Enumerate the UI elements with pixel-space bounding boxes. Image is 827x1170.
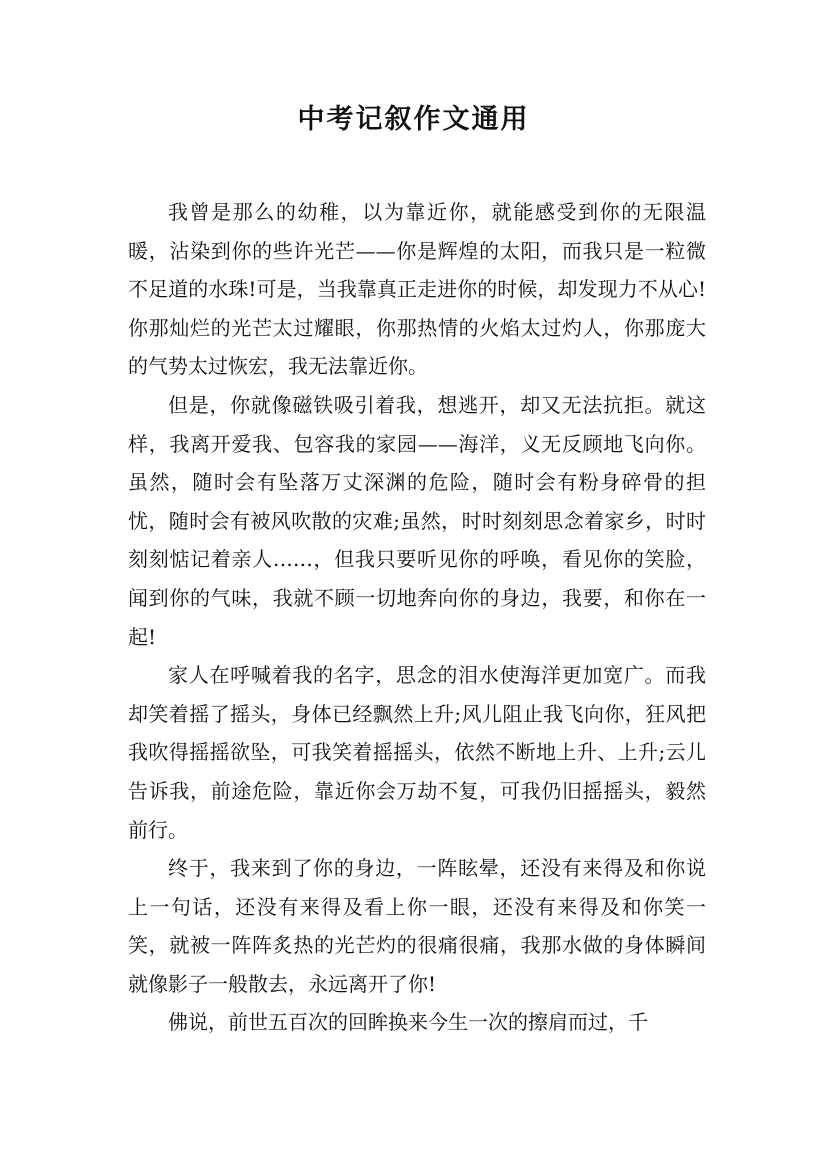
paragraph: 我曾是那么的幼稚，以为靠近你，就能感受到你的无限温暖，沾染到你的些许光芒——你是辉煌的太阳，而我只是一粒微不足道的水珠!可是，当我靠真正走进你的时候，却发现力不从心!你那灿烂的光芒太过耀眼，你那热情的火焰太过灼人，你那庞大的气势太过恢宏，我无法靠近你。 bbox=[128, 200, 706, 379]
paragraph: 终于，我来到了你的身边，一阵眩晕，还没有来得及和你说上一句话，还没有来得及看上你一眼，还没有来得及和你笑一笑，就被一阵阵炙热的光芒灼的很痛很痛，我那水做的身体瞬间就像影子一般散去，永远离开了你! bbox=[128, 856, 706, 996]
document-title: 中考记叙作文通用 bbox=[297, 104, 530, 135]
paragraph: 但是，你就像磁铁吸引着我，想逃开，却又无法抗拒。就这样，我离开爱我、包容我的家园——海洋，义无反顾地飞向你。虽然，随时会有坠落万丈深渊的危险，随时会有粉身碎骨的担忧，随时会有被风吹散的灾难;虽然，时时刻刻思念着家乡，时时刻刻惦记着亲人……，但我只要听见你的呼唤，看见你的笑脸，闻到你的气味，我就不顾一切地奔向你的身边，我要，和你在一起! bbox=[128, 392, 706, 649]
paragraph: 家人在呼喊着我的名字，思念的泪水使海洋更加宽广。而我却笑着摇了摇头，身体已经飘然上升;风儿阻止我飞向你，狂风把我吹得摇摇欲坠，可我笑着摇摇头，依然不断地上升、上升;云儿告诉我，前途危险，靠近你会万劫不复，可我仍旧摇摇头，毅然前行。 bbox=[128, 663, 706, 842]
paragraph: 佛说，前世五百次的回眸换来今生一次的擦肩而过，千 bbox=[168, 1010, 648, 1035]
document-body bbox=[128, 193, 706, 1042]
